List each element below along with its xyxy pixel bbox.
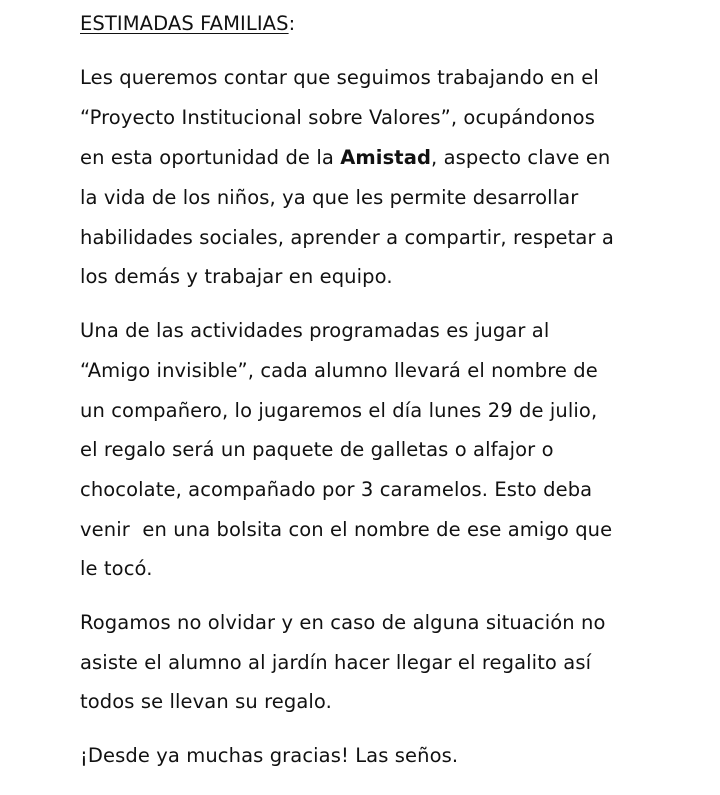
paragraph-2-line-3: un compañero, lo jugaremos el día lunes 29 de julio, — [80, 399, 598, 422]
paragraph-1-line-3 — [80, 146, 610, 170]
paragraph-1-line-2: “Proyecto Institucional sobre Valores”, ocupándonos — [80, 106, 595, 129]
paragraph-2-line-1: Una de las actividades programadas es jugar al — [80, 319, 550, 342]
paragraph-1-line-1: Les queremos contar que seguimos trabajando en el — [80, 66, 599, 89]
greeting-title: ESTIMADAS FAMILIAS — [80, 12, 289, 35]
greeting-colon: : — [288, 12, 296, 35]
paragraph-1-line-6: los demás y trabajar en equipo. — [80, 265, 393, 288]
paragraph-2-line-6: venir en una bolsita con el nombre de ese amigo que — [80, 518, 613, 541]
paragraph-1-line-3-end: , aspecto clave en — [431, 146, 611, 169]
paragraph-2-line-2: “Amigo invisible”, cada alumno llevará el nombre de — [80, 359, 598, 382]
amistad-emphasis: Amistad — [340, 146, 432, 169]
paragraph-2-line-4: el regalo será un paquete de galletas o alfajor o — [80, 438, 554, 461]
paragraph-3-line-1: Rogamos no olvidar y en caso de alguna situación no — [80, 611, 606, 634]
paragraph-3-line-2: asiste el alumno al jardín hacer llegar el regalito así — [80, 651, 592, 674]
paragraph-1-line-5: habilidades sociales, aprender a compartir, respetar a — [80, 226, 614, 249]
closing-line: ¡Desde ya muchas gracias! Las seños. — [80, 744, 459, 767]
paragraph-1-line-4: la vida de los niños, ya que les permite desarrollar — [80, 186, 579, 209]
paragraph-2-line-7: le tocó. — [80, 557, 153, 580]
greeting-line — [80, 12, 295, 36]
paragraph-1-line-3-start: en esta oportunidad de la — [80, 146, 341, 169]
paragraph-3-line-3: todos se llevan su regalo. — [80, 690, 332, 713]
paragraph-2-line-5: chocolate, acompañado por 3 caramelos. Esto deba — [80, 478, 593, 501]
